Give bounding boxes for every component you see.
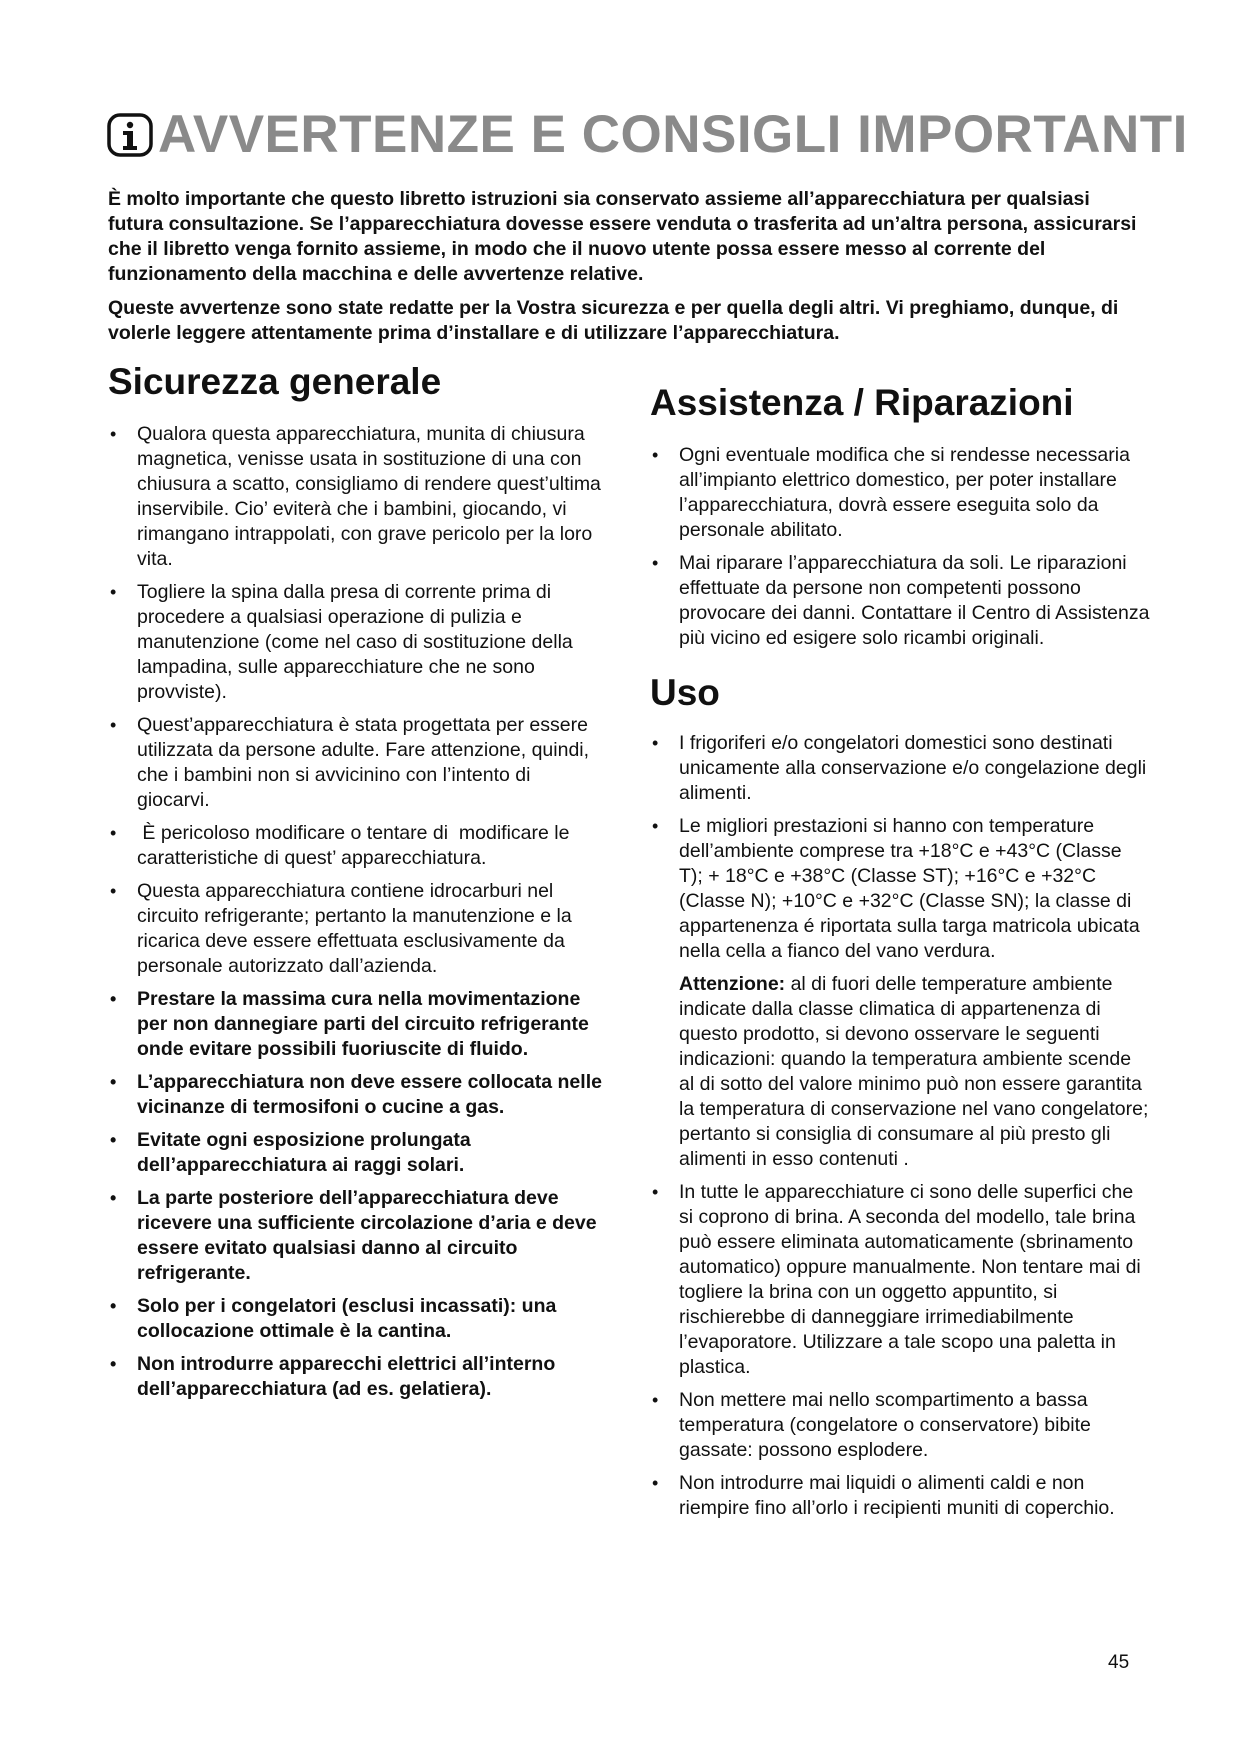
list-item: • L’apparecchiatura non deve essere collocata nelle vicinanze di termosifoni o cucine a gas. (110, 1071, 602, 1118)
bullet: • (110, 989, 117, 1009)
list-item: • Ogni eventuale modifica che si rendesse necessaria all’impianto elettrico domestico, per poter installare l’apparecchiatura, dovrà essere eseguita solo da personale abilitato. (652, 444, 1130, 541)
bullet: • (110, 715, 117, 735)
page-title: AVVERTENZE E CONSIGLI IMPORTANTI (158, 105, 1188, 164)
list-item: • Evitate ogni esposizione prolungata dell’apparecchiatura ai raggi solari. (110, 1129, 471, 1176)
intro (108, 187, 1138, 355)
uso-list-continued (650, 1180, 1150, 1521)
list-item: • Prestare la massima cura nella movimentazione per non dannegiare parti del circuito refrigerante onde evitare possibili fuoriuscite di fluido. (110, 988, 589, 1060)
left-column (108, 360, 608, 1410)
page-number: 45 (1108, 1652, 1130, 1673)
list-item: • Quest’apparecchiatura è stata progettata per essere utilizzata da persone adulte. Fare attenzione, quindi, che i bambini non si avvicinino con l’intento di giocarvi. (110, 714, 590, 811)
bullet: • (110, 1130, 117, 1150)
list-item: • La parte posteriore dell’apparecchiatura deve ricevere una sufficiente circolazione d’aria e deve essere evitato qualsiasi danno al circuito refrigerante. (110, 1187, 597, 1284)
bullet: • (110, 1354, 117, 1374)
section-heading-assistenza: Assistenza / Riparazioni (650, 382, 1074, 423)
list-item: • Non introdurre mai liquidi o alimenti caldi e non riempire fino all’orlo i recipienti muniti di coperchio. (652, 1472, 1115, 1519)
list-item: • Qualora questa apparecchiatura, munita di chiusura magnetica, venisse usata in sostituzione di una con chiusura a scatto, consigliamo di rendere quest’ultima inservibile. Cio’ eviterà che i bambini, giocando, vi rimangano intrappolati, con grave pericolo per la loro vita. (110, 423, 601, 570)
intro-paragraph: È molto importante che questo libretto istruzioni sia conservato assieme all’apparecchiatura per qualsiasi futura consultazione. Se l’apparecchiatura dovesse essere venduta o trasferita ad un’altra persona, assicurarsi che il libretto venga fornito assieme, in modo che il nuovo utente possa essere messo al corrente del funzionamento della macchina e delle avvertenze relative. (108, 188, 1137, 285)
attention-label: Attenzione: (679, 973, 786, 995)
section-heading-sicurezza: Sicurezza generale (108, 361, 442, 402)
assistenza-list (650, 443, 1150, 651)
bullet: • (110, 424, 117, 444)
list-item: • Non mettere mai nello scompartimento a bassa temperatura (congelatore o conservatore) bibite gassate: possono esplodere. (652, 1389, 1091, 1461)
info-icon (106, 111, 154, 159)
section-heading-uso: Uso (650, 672, 720, 713)
sicurezza-list (108, 422, 608, 1402)
list-item: • I frigoriferi e/o congelatori domestici sono destinati unicamente alla conservazione e/o congelazione degli alimenti. (652, 732, 1147, 804)
bullet: • (110, 881, 117, 901)
list-item: • È pericoloso modificare o tentare di modificare le caratteristiche di quest’ apparecchiatura. (110, 822, 575, 869)
list-item: • Mai riparare l’apparecchiatura da soli. Le riparazioni effettuate da persone non competenti possono provocare dei danni. Contattare il Centro di Assistenza più vicino ed esigere solo ricambi originali. (652, 552, 1150, 649)
title-row (106, 105, 1188, 164)
bullet: • (110, 582, 117, 602)
list-item: • Questa apparecchiatura contiene idrocarburi nel circuito refrigerante; pertanto la manutenzione e la ricarica deve essere effettuata esclusivamente da personale autorizzato dall’azienda. (110, 880, 572, 977)
list-item: • In tutte le apparecchiature ci sono delle superfici che si coprono di brina. A seconda del modello, tale brina può essere eliminata automaticamente (sbrinamento automatico) oppure manualmente. Non tentare mai di togliere la brina con un oggetto appuntito, si rischierebbe di danneggiare irrimediabilmente l’evaporatore. Utilizzare a tale scopo una paletta in plastica. (652, 1181, 1141, 1378)
list-item: • Le migliori prestazioni si hanno con temperature dell’ambiente comprese tra +18°C e +43°C (Classe T); + 18°C e +38°C (Classe ST); +16°C e +32°C (Classe N); +10°C e +32°C (Classe SN); la classe di appartenenza é riportata sulla targa matricola ubicata nella cella a fianco del vano verdura. (652, 815, 1140, 962)
bullet: • (652, 1182, 659, 1202)
bullet: • (110, 823, 117, 843)
bullet: • (652, 553, 659, 573)
list-item: • Non introdurre apparecchi elettrici all’interno dell’apparecchiatura (ad es. gelatiera). (110, 1353, 556, 1400)
bullet: • (652, 1473, 659, 1493)
bullet: • (110, 1188, 117, 1208)
bullet: • (110, 1072, 117, 1092)
right-column (650, 381, 1150, 1529)
bullet: • (652, 445, 659, 465)
list-item: • Solo per i congelatori (esclusi incassati): una collocazione ottimale è la cantina. (110, 1295, 557, 1342)
attention-note: Attenzione: al di fuori delle temperature ambiente indicate dalla classe climatica di appartenenza di questo prodotto, si devono osservare le seguenti indicazioni: quando la temperatura ambiente scende al di sotto del valore minimo può non essere garantita la temperatura di conservazione nel vano congelatore; pertanto si consiglia di consumare al più presto gli alimenti in esso contenuti . (679, 973, 1149, 1170)
uso-list (650, 731, 1150, 964)
intro-paragraph: Queste avvertenze sono state redatte per la Vostra sicurezza e per quella degli altri. Vi preghiamo, dunque, di volerle leggere attentamente prima d’installare e di utilizzare l’apparecchiatura. (108, 297, 1119, 344)
list-item: • Togliere la spina dalla presa di corrente prima di procedere a qualsiasi operazione di pulizia e manutenzione (come nel caso di sostituzione della lampadina, sulle apparecchiature che ne sono provviste). (110, 581, 573, 703)
bullet: • (110, 1296, 117, 1316)
bullet: • (652, 816, 659, 836)
bullet: • (652, 1390, 659, 1410)
bullet: • (652, 733, 659, 753)
